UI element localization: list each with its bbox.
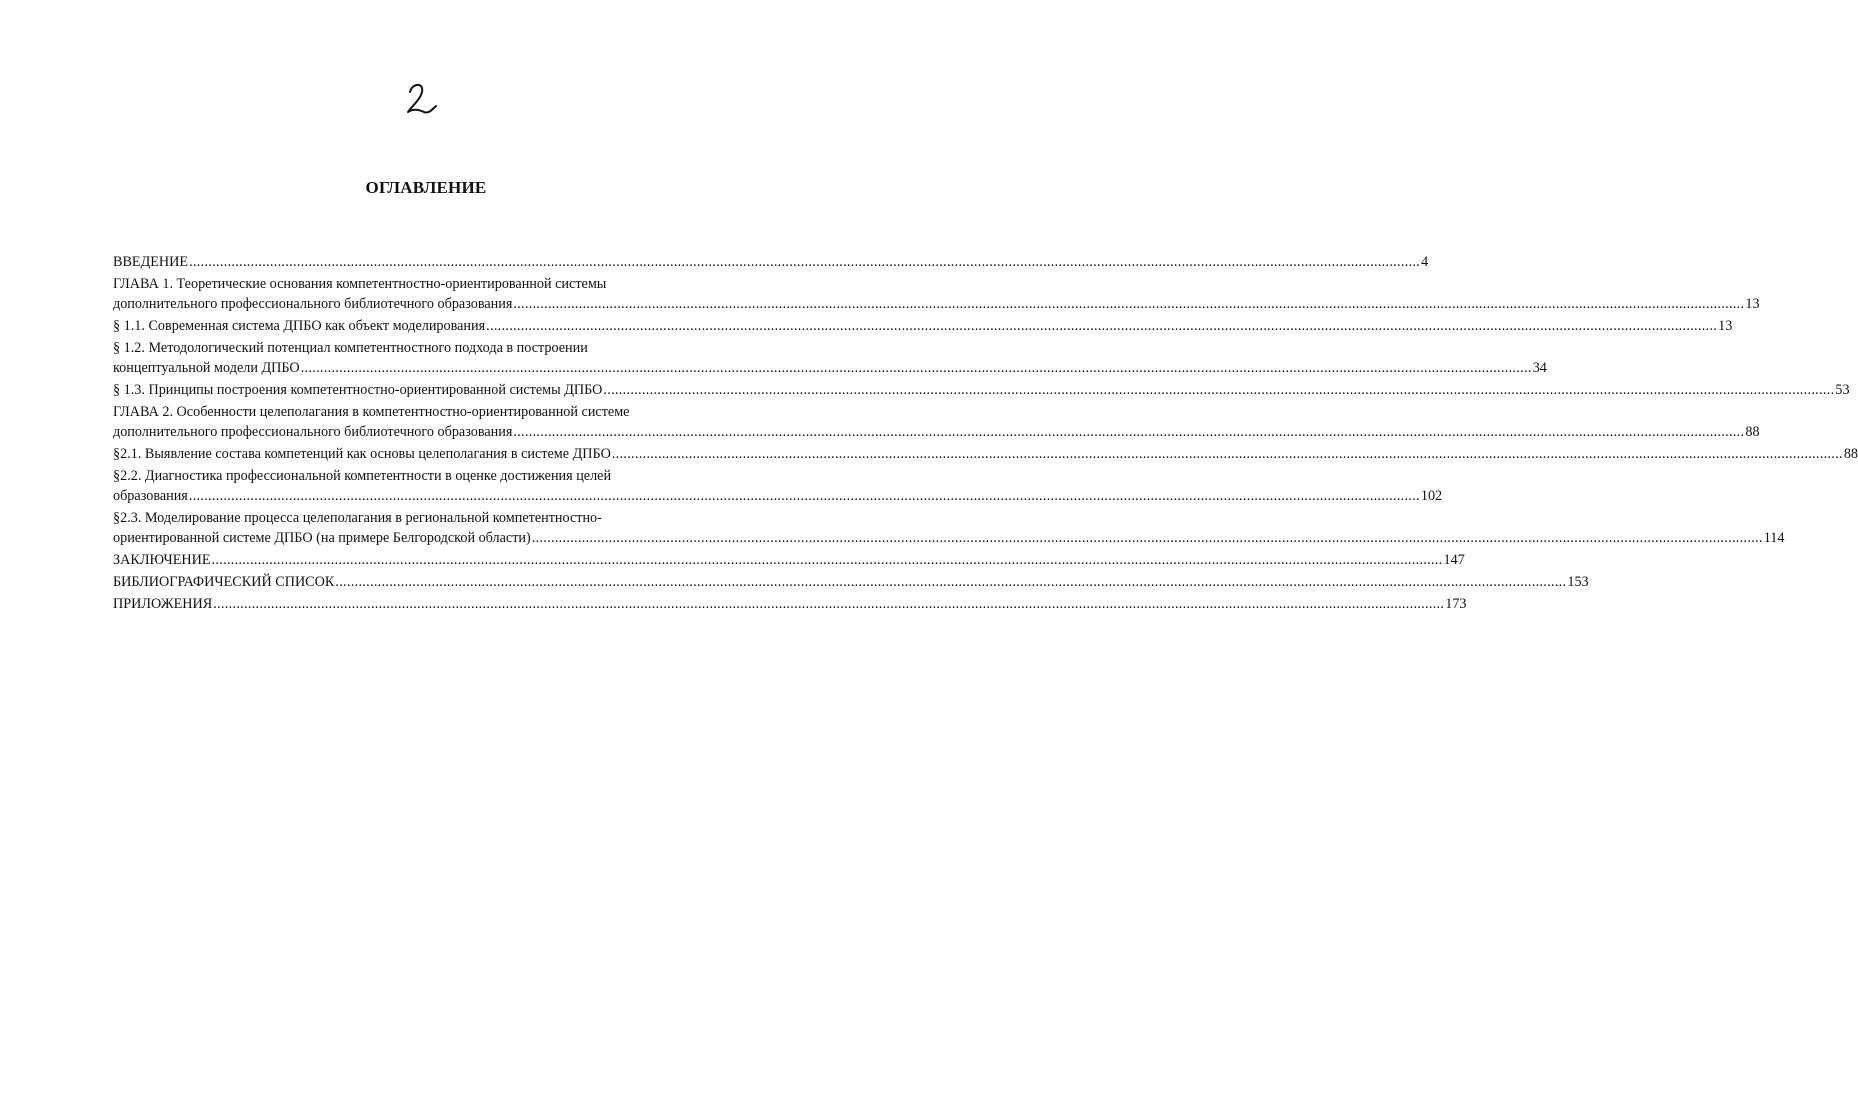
toc-entry-title: дополнительного профессионального библиотечного образования xyxy=(113,424,513,440)
toc-entry-title: § 1.1. Современная система ДПБО как объект моделирования xyxy=(113,318,486,334)
toc-entry[interactable] xyxy=(113,550,1465,570)
toc-entry-last-line xyxy=(113,486,1443,506)
dot-leader xyxy=(212,550,1443,570)
toc-entry-title: дополнительного профессионального библиотечного образования xyxy=(113,296,513,312)
toc-entry[interactable] xyxy=(113,572,1589,592)
handwritten-page-number xyxy=(400,78,440,118)
toc-entry[interactable] xyxy=(113,338,1547,378)
dot-leader xyxy=(513,294,1744,314)
dot-leader xyxy=(301,358,1532,378)
toc-entry-title: § 1.3. Принципы построения компетентностно-ориентированной системы ДПБО xyxy=(113,382,603,398)
toc-entry-page: 102 xyxy=(1420,488,1443,504)
toc-entry-last-line xyxy=(113,422,1760,442)
toc-entry-line: § 1.2. Методологический потенциал компетентностного подхода в построении xyxy=(113,340,588,356)
toc-entry-last-line xyxy=(113,358,1547,378)
toc-entry[interactable] xyxy=(113,274,1760,314)
toc-entry-page: 13 xyxy=(1745,296,1760,312)
handwritten-page-number-glyph xyxy=(400,78,440,118)
toc-entry-page: 173 xyxy=(1445,596,1467,612)
toc-entry-last-line xyxy=(113,528,1785,548)
toc-entry-last-line xyxy=(113,550,1465,570)
toc-entry[interactable] xyxy=(113,402,1760,442)
dot-leader xyxy=(335,572,1566,592)
toc-entry-page: 4 xyxy=(1421,254,1429,270)
page-title: ОГЛАВЛЕНИЕ xyxy=(365,178,487,197)
dot-leader xyxy=(486,316,1717,336)
toc-entry[interactable] xyxy=(113,594,1467,614)
toc-entry-page: 88 xyxy=(1745,424,1760,440)
toc-entry-page: 34 xyxy=(1532,360,1547,376)
toc-entry-title: ПРИЛОЖЕНИЯ xyxy=(113,596,213,612)
toc-entry[interactable] xyxy=(113,380,1850,400)
dot-leader xyxy=(189,252,1420,272)
dot-leader xyxy=(513,422,1744,442)
toc-entry-line: ГЛАВА 1. Теоретические основания компетентностно-ориентированной системы xyxy=(113,276,607,292)
toc-entry-line: ГЛАВА 2. Особенности целеполагания в компетентностно-ориентированной системе xyxy=(113,404,630,420)
toc-entry-page: 13 xyxy=(1718,318,1733,334)
toc-entry-last-line xyxy=(113,572,1589,592)
toc-entry-page: 88 xyxy=(1843,446,1858,462)
toc-entry-page: 153 xyxy=(1567,574,1589,590)
toc-entry[interactable] xyxy=(113,316,1733,336)
toc-entry-line: §2.3. Моделирование процесса целеполагания в региональной компетентностно- xyxy=(113,510,602,526)
toc-entry[interactable] xyxy=(113,444,1858,464)
toc-entry-page: 53 xyxy=(1835,382,1850,398)
toc-entry-last-line xyxy=(113,316,1733,336)
toc-entry-title: ориентированной системе ДПБО (на примере Белгородской области) xyxy=(113,530,531,546)
dot-leader xyxy=(213,594,1444,614)
toc-entry-last-line xyxy=(113,294,1760,314)
toc-entry-line: §2.2. Диагностика профессиональной компетентности в оценке достижения целей xyxy=(113,468,612,484)
toc-entry-last-line xyxy=(113,252,1429,272)
toc-entry-title: ЗАКЛЮЧЕНИЕ xyxy=(113,552,211,568)
toc-entry-title: образования xyxy=(113,488,188,504)
toc-entry-title: концептуальной модели ДПБО xyxy=(113,360,300,376)
toc-entry-last-line xyxy=(113,594,1467,614)
toc-entry-page: 114 xyxy=(1763,530,1785,546)
toc-entry-page: 147 xyxy=(1443,552,1465,568)
toc-entry[interactable] xyxy=(113,252,1429,272)
toc-entry-last-line xyxy=(113,444,1858,464)
toc-entry-title: ВВЕДЕНИЕ xyxy=(113,254,189,270)
toc-entry[interactable] xyxy=(113,508,1785,548)
dot-leader xyxy=(189,486,1420,506)
toc-entry-title: §2.1. Выявление состава компетенций как основы целеполагания в системе ДПБО xyxy=(113,446,611,462)
dot-leader xyxy=(612,444,1843,464)
toc-entry[interactable] xyxy=(113,466,1443,506)
table-of-contents xyxy=(113,252,1858,616)
dot-leader xyxy=(603,380,1834,400)
toc-entry-last-line xyxy=(113,380,1850,400)
toc-entry-title: БИБЛИОГРАФИЧЕСКИЙ СПИСОК xyxy=(113,574,335,590)
dot-leader xyxy=(532,528,1763,548)
